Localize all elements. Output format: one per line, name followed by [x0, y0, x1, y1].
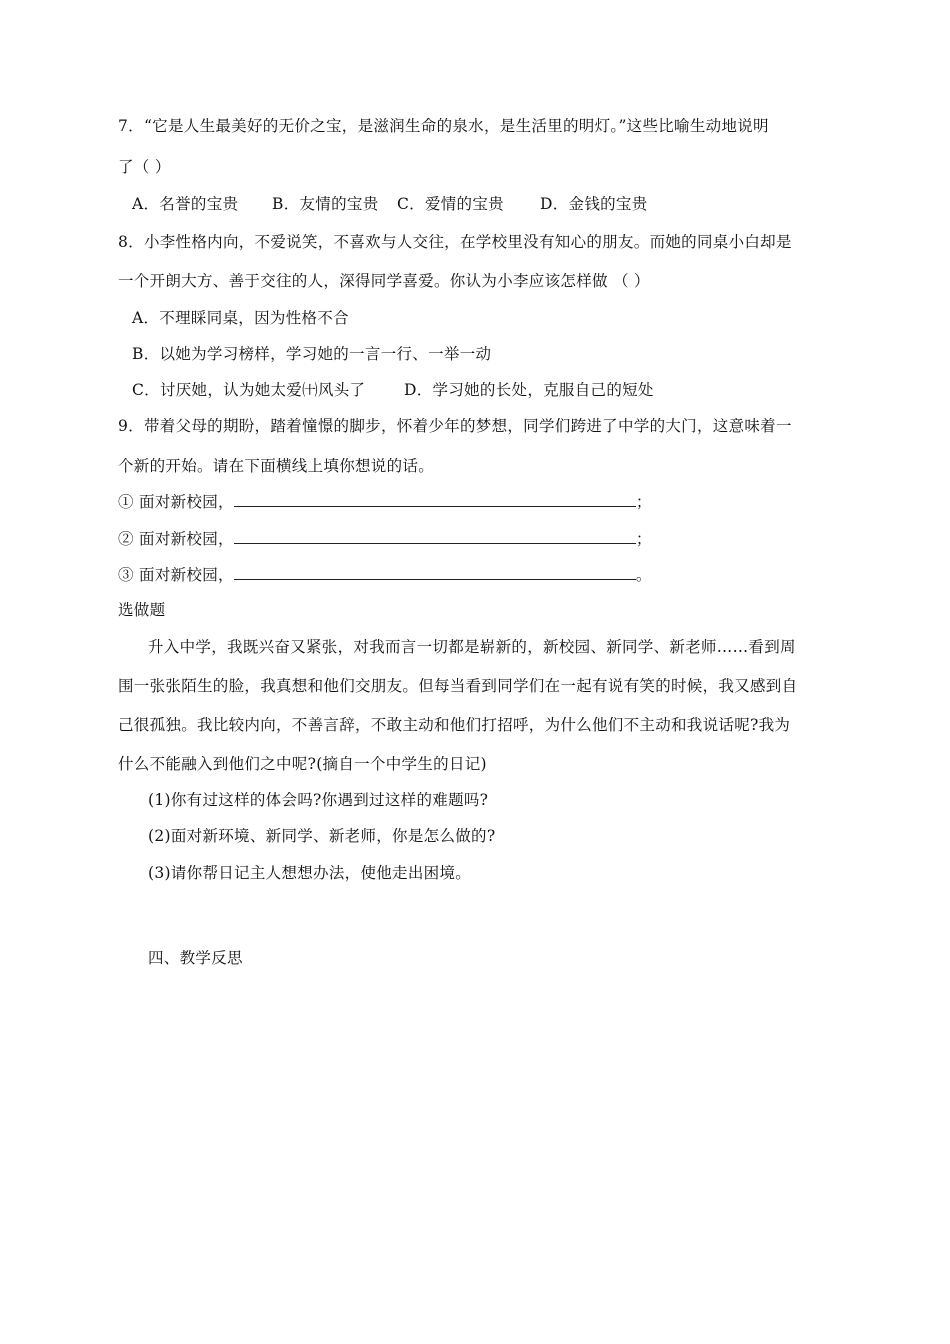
fill-item-prefix: ② 面对新校园， [118, 530, 234, 548]
answer-blank-2[interactable] [234, 529, 636, 544]
fill-item-end: ； [635, 493, 652, 511]
q7-stem-line1: 7．“它是人生最美好的无价之宝，是滋润生命的泉水，是生活里的明灯。”这些比喻生动地说明 [118, 117, 769, 135]
answer-blank-1[interactable] [234, 492, 636, 507]
fill-item-prefix: ③ 面对新校园， [118, 566, 234, 584]
section-heading-teaching-reflection: 四、教学反思 [148, 949, 243, 967]
q9-fill-item-1 [118, 490, 652, 512]
q9-fill-item-3 [118, 563, 652, 585]
q8-option-c: C．讨厌她，认为她太爱㈩风头了 [132, 381, 366, 399]
q7-option-c: C．爱情的宝贵 [397, 195, 504, 213]
q7-option-d: D．金钱的宝贵 [540, 195, 648, 213]
q9-stem-line2: 个新的开始。请在下面横线上填你想说的话。 [118, 457, 435, 475]
optional-question-2: (2)面对新环境、新同学、新老师，你是怎么做的? [148, 827, 496, 845]
q8-option-d: D．学习她的长处，克服自己的短处 [404, 381, 654, 399]
q8-stem-line2: 一个开朗大方、善于交往的人，深得同学喜爱。你认为小李应该怎样做 （ ） [118, 272, 650, 290]
q7-stem-line2: 了（ ） [118, 158, 171, 176]
optional-heading: 选做题 [118, 601, 166, 619]
fill-item-end: ； [635, 530, 652, 548]
q7-option-a: A．名誉的宝贵 [132, 195, 239, 213]
q7-options [132, 192, 648, 214]
q8-option-b: B．以她为学习榜样，学习她的一言一行、一举一动 [132, 345, 492, 363]
q8-options-cd [132, 378, 654, 400]
q9-stem-line1: 9．带着父母的期盼，踏着憧憬的脚步，怀着少年的梦想，同学们跨进了中学的大门，这意味着一 [118, 417, 792, 435]
q8-option-a: A．不理睬同桌，因为性格不合 [132, 309, 349, 327]
optional-paragraph-line2: 围一张张陌生的脸，我真想和他们交朋友。但每当看到同学们在一起有说有笑的时候，我又感到自 [118, 677, 798, 695]
fill-item-end: 。 [635, 566, 652, 584]
q7-option-b: B．友情的宝贵 [272, 195, 379, 213]
optional-question-1: (1)你有过这样的体会吗?你遇到过这样的难题吗? [148, 791, 489, 809]
answer-blank-3[interactable] [234, 565, 636, 580]
q9-fill-item-2 [118, 527, 652, 549]
optional-paragraph-line4: 什么不能融入到他们之中呢?(摘自一个中学生的日记) [118, 755, 487, 773]
fill-item-prefix: ① 面对新校园， [118, 493, 234, 511]
q8-stem-line1: 8．小李性格内向，不爱说笑，不喜欢与人交往，在学校里没有知心的朋友。而她的同桌小白却是 [118, 233, 792, 251]
optional-paragraph-line3: 己很孤独。我比较内向，不善言辞，不敢主动和他们打招呼，为什么他们不主动和我说话呢?我为 [118, 716, 791, 734]
optional-question-3: (3)请你帮日记主人想想办法，使他走出困境。 [148, 864, 472, 882]
optional-paragraph-line1: 升入中学，我既兴奋又紧张，对我而言一切都是崭新的，新校园、新同学、新老师……看到周 [148, 638, 796, 656]
